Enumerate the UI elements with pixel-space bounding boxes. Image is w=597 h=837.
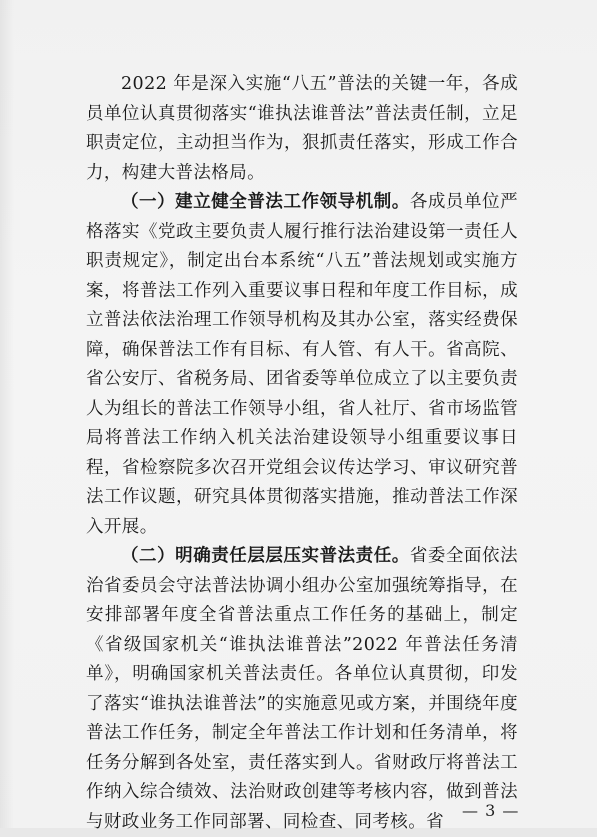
page-number: — 3 — (462, 801, 520, 820)
document-body (86, 70, 518, 837)
intro-paragraph (86, 70, 518, 188)
section-two-heading: （二）明确责任层层压实普法责任。 (121, 546, 410, 566)
section-two-text: 省委全面依法治省委员会守法普法协调小组办公室加强统筹指导，在安排部署年度全省普法重点工作任务的基础上，制定《省级国家机关“谁执法谁普法”2022 年普法任务清单》，明确国家机关普法责任。各单位认真贯彻，印发了落实“谁执法谁普法”的实施意见或方案，并围绕年度普法工作任务，制定全年普法工作计划和任务清单，将任务分解到各处室，责任落实到人。省财政厅将普法工作纳入综合绩效、法治财政创建等考核内容，做到普法与财政业务工作同部署、同检查、同考核。省 (86, 546, 518, 832)
page-edge-shadow (0, 0, 14, 828)
section-two-paragraph (86, 542, 518, 837)
intro-paragraph-text: 2022 年是深入实施“八五”普法的关键一年，各成员单位认真贯彻落实“谁执法谁普法”普法责任制，立足职责定位，主动担当作为，狠抓责任落实，形成工作合力，构建大普法格局。 (86, 74, 518, 183)
section-one-text: 各成员单位严格落实《党政主要负责人履行推行法治建设第一责任人职责规定》，制定出台本系统“八五”普法规划或实施方案，将普法工作列入重要议事日程和年度工作目标，成立普法依法治理工作领导机构及其办公室，落实经费保障，确保普法工作有目标、有人管、有人干。省高院、省公安厅、省税务局、团省委等单位成立了以主要负责人为组长的普法工作领导小组，省人社厅、省市场监管局将普法工作纳入机关法治建设领导小组重要议事日程，省检察院多次召开党组会议传达学习、审议研究普法工作议题，研究具体贯彻落实措施，推动普法工作深入开展。 (86, 192, 518, 537)
section-one-heading: （一）建立健全普法工作领导机制。 (121, 192, 410, 212)
section-one-paragraph (86, 188, 518, 542)
